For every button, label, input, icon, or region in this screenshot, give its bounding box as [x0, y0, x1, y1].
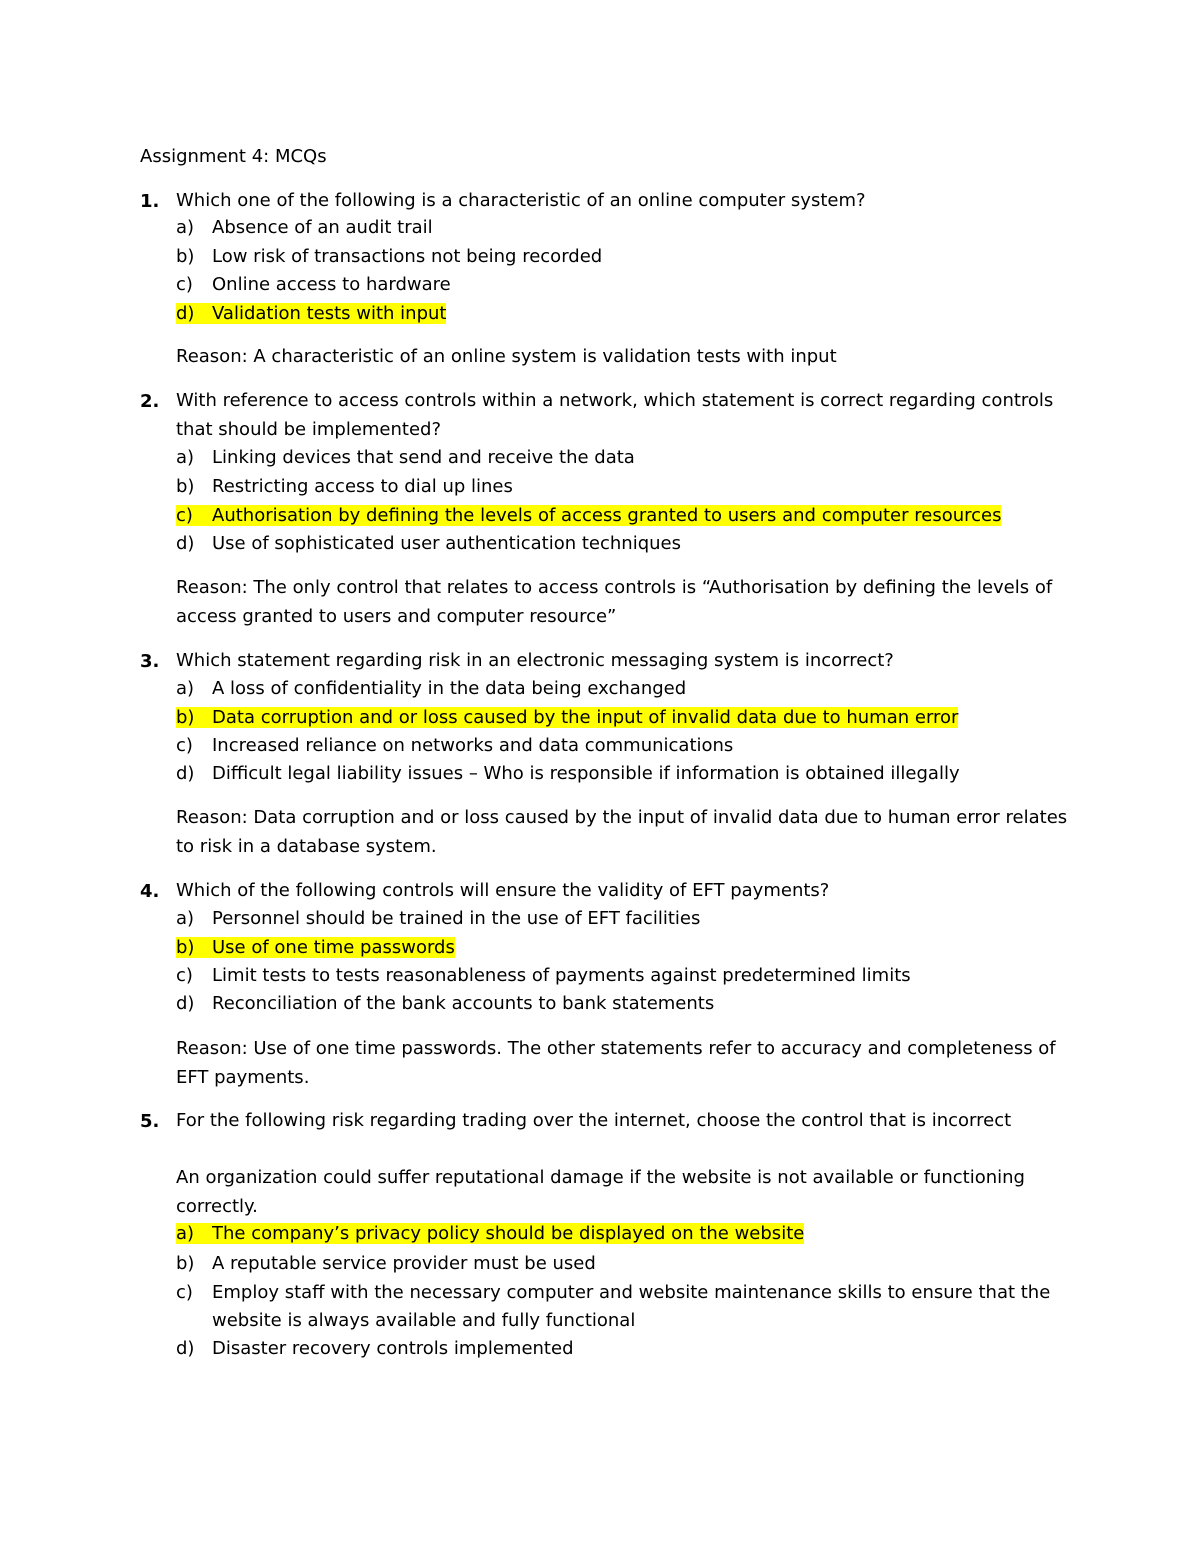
question-3-option-b-highlighted — [176, 704, 958, 732]
question-2-option-c-highlighted — [176, 502, 1001, 530]
question-3-option-a — [176, 675, 686, 703]
question-5-option-c — [176, 1279, 1056, 1331]
question-2-option-d — [176, 530, 681, 558]
question-2-number: 2. — [140, 391, 160, 412]
option-letter: c) — [176, 965, 193, 986]
option-text: A reputable service provider must be used — [212, 1253, 596, 1274]
option-text: Limit tests to tests reasonableness of payments against predetermined limits — [212, 965, 911, 986]
option-letter: c) — [176, 505, 193, 526]
question-4-option-c — [176, 962, 911, 990]
question-3-reason: Reason: Data corruption and or loss caused by the input of invalid data due to human error relates to risk in a database system. — [176, 807, 1068, 857]
document-title: Assignment 4: MCQs — [140, 146, 327, 167]
option-letter: a) — [176, 447, 195, 468]
question-4-option-b-highlighted — [176, 934, 455, 962]
option-text: Validation tests with input — [212, 303, 447, 324]
question-2-text: With reference to access controls within a network, which statement is correct regarding controls that should be implemented? — [176, 390, 1054, 440]
question-1-option-c — [176, 271, 451, 299]
option-text: Authorisation by defining the levels of access granted to users and computer resources — [212, 505, 1002, 526]
question-3-number: 3. — [140, 651, 160, 672]
question-5-text: For the following risk regarding trading over the internet, choose the control that is incorrect — [176, 1110, 1012, 1131]
question-3-option-c — [176, 732, 733, 760]
option-letter: a) — [176, 1223, 195, 1244]
option-letter: c) — [176, 735, 193, 756]
option-text: Linking devices that send and receive the data — [212, 447, 635, 468]
option-text: Difficult legal liability issues – Who is responsible if information is obtained illegally — [212, 763, 960, 784]
question-4-option-d — [176, 990, 714, 1018]
question-5-option-d — [176, 1335, 574, 1363]
option-letter: b) — [176, 246, 195, 267]
option-letter: d) — [176, 1338, 195, 1359]
question-1-reason: Reason: A characteristic of an online system is validation tests with input — [176, 346, 837, 367]
option-text: Data corruption and or loss caused by the input of invalid data due to human error — [212, 707, 959, 728]
question-5-number: 5. — [140, 1111, 160, 1132]
question-5-option-a-highlighted — [176, 1220, 804, 1248]
option-text: Employ staff with the necessary computer and website maintenance skills to ensure that the website is always available and fully functional — [212, 1282, 1051, 1331]
option-text: A loss of confidentiality in the data being exchanged — [212, 678, 687, 699]
option-letter: a) — [176, 908, 195, 929]
question-4-text: Which of the following controls will ensure the validity of EFT payments? — [176, 880, 830, 901]
question-4-reason: Reason: Use of one time passwords. The other statements refer to accuracy and completeness of EFT payments. — [176, 1038, 1056, 1088]
question-4-option-a — [176, 905, 700, 933]
option-text: Restricting access to dial up lines — [212, 476, 513, 497]
question-1-option-a — [176, 214, 433, 242]
option-letter: b) — [176, 1253, 195, 1274]
option-letter: a) — [176, 678, 195, 699]
option-text: The company’s privacy policy should be displayed on the website — [212, 1223, 805, 1244]
question-1-option-b — [176, 243, 602, 271]
option-letter: d) — [176, 763, 195, 784]
option-text: Disaster recovery controls implemented — [212, 1338, 574, 1359]
question-5-option-b — [176, 1250, 596, 1278]
option-letter: c) — [176, 1282, 193, 1303]
option-letter: b) — [176, 937, 195, 958]
question-2-reason: Reason: The only control that relates to access controls is “Authorisation by defining the levels of access granted to users and computer resource” — [176, 577, 1053, 627]
option-letter: d) — [176, 993, 195, 1014]
question-1-number: 1. — [140, 191, 160, 212]
question-2-option-a — [176, 444, 635, 472]
option-text: Use of sophisticated user authentication techniques — [212, 533, 681, 554]
question-4-number: 4. — [140, 881, 160, 902]
option-text: Online access to hardware — [212, 274, 451, 295]
option-letter: b) — [176, 476, 195, 497]
option-letter: d) — [176, 533, 195, 554]
question-1-option-d-highlighted — [176, 300, 446, 328]
question-1-text: Which one of the following is a characteristic of an online computer system? — [176, 190, 866, 211]
option-text: Personnel should be trained in the use of EFT facilities — [212, 908, 701, 929]
option-letter: d) — [176, 303, 195, 324]
option-text: Low risk of transactions not being recorded — [212, 246, 603, 267]
question-3-text: Which statement regarding risk in an electronic messaging system is incorrect? — [176, 650, 894, 671]
question-5-scenario: An organization could suffer reputational damage if the website is not available or functioning correctly. — [176, 1167, 1025, 1217]
question-3-option-d — [176, 760, 960, 788]
option-text: Reconciliation of the bank accounts to bank statements — [212, 993, 715, 1014]
question-2-option-b — [176, 473, 513, 501]
option-letter: c) — [176, 274, 193, 295]
option-text: Increased reliance on networks and data communications — [212, 735, 734, 756]
option-text: Use of one time passwords — [212, 937, 455, 958]
option-text: Absence of an audit trail — [212, 217, 433, 238]
option-letter: b) — [176, 707, 195, 728]
option-letter: a) — [176, 217, 195, 238]
